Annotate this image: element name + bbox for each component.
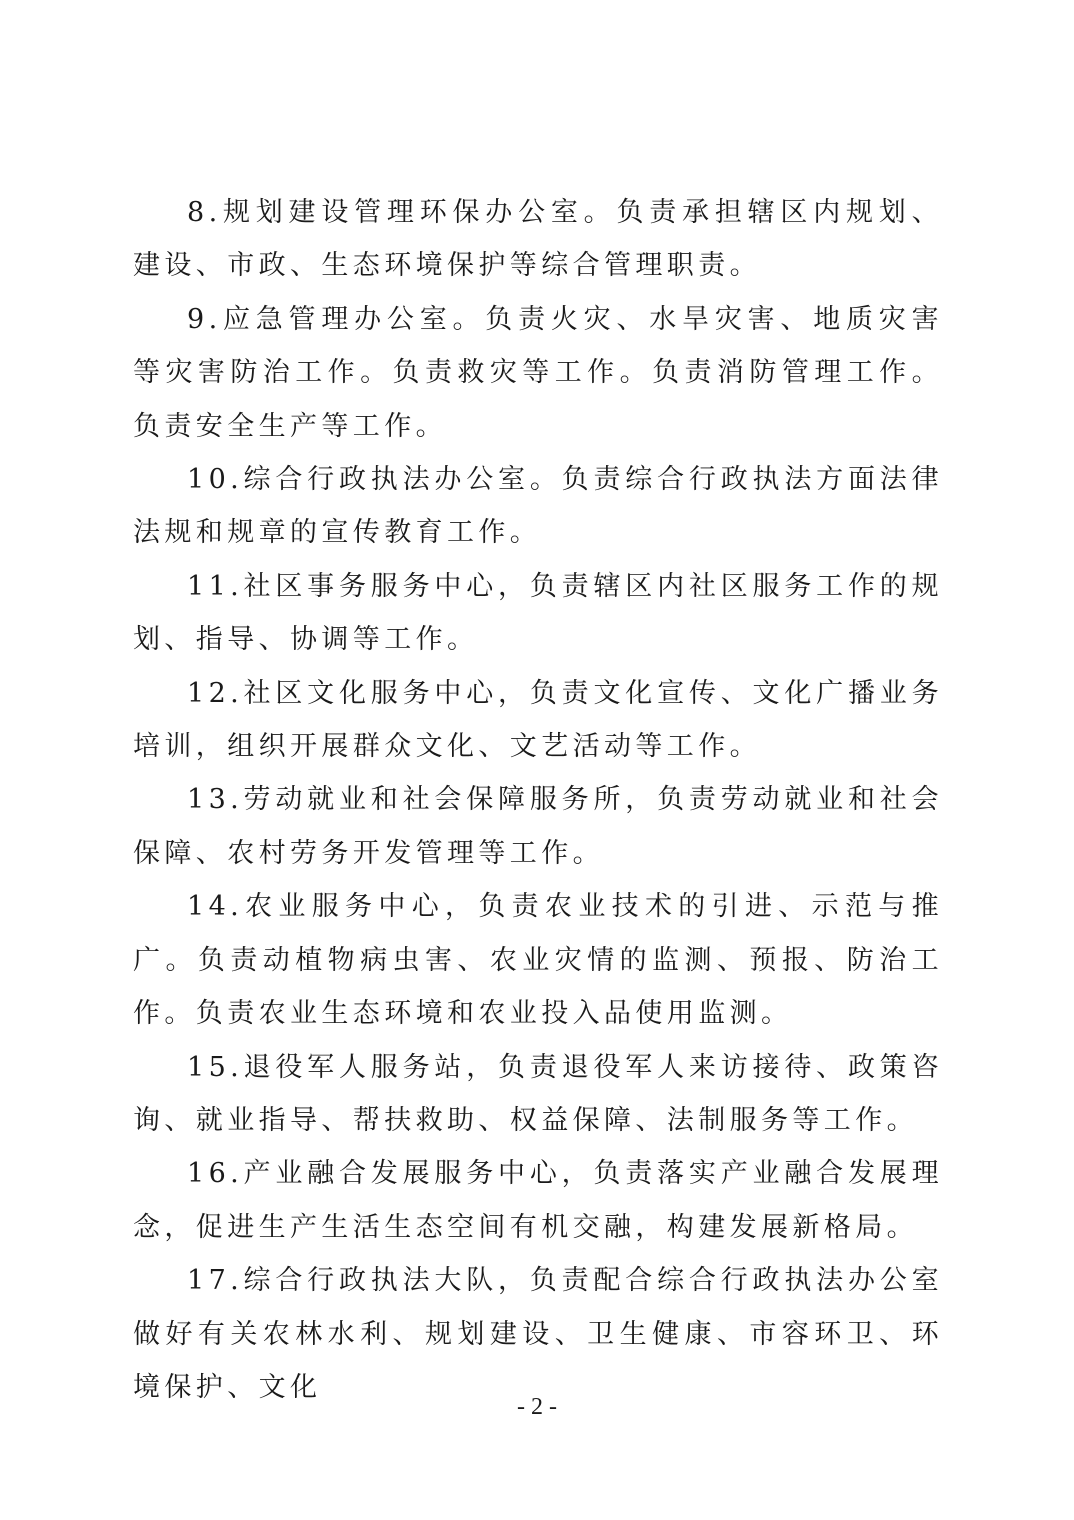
paragraph-item-11: 11.社区事务服务中心，负责辖区内社区服务工作的规划、指导、协调等工作。 xyxy=(133,570,943,656)
paragraph-item-10: 10.综合行政执法办公室。负责综合行政执法方面法律法规和规章的宣传教育工作。 xyxy=(133,464,943,549)
paragraph-item-15: 15.退役军人服务站，负责退役军人来访接待、政策咨询、就业指导、帮扶救助、权益保障、法制服务等工作。 xyxy=(133,1051,943,1136)
paragraph-item-16: 16.产业融合发展服务中心，负责落实产业融合发展理念，促进生产生活生态空间有机交融，构建发展新格局。 xyxy=(133,1158,943,1243)
paragraph-item-8: 8.规划建设管理环保办公室。负责承担辖区内规划、建设、市政、生态环境保护等综合管理职责。 xyxy=(133,197,943,282)
page-number: - 2 - xyxy=(517,1394,557,1420)
paragraph-item-14: 14.农业服务中心，负责农业技术的引进、示范与推广。负责动植物病虫害、农业灾情的监测、预报、防治工作。负责农业生态环境和农业投入品使用监测。 xyxy=(133,891,943,1030)
body-text xyxy=(133,186,943,1414)
paragraph-item-17: 17.综合行政执法大队，负责配合综合行政执法办公室做好有关农林水利、规划建设、卫生健康、市容环卫、环境保护、文化 xyxy=(133,1265,943,1403)
paragraph-item-9: 9.应急管理办公室。负责火灾、水旱灾害、地质灾害等灾害防治工作。负责救灾等工作。负责消防管理工作。负责安全生产等工作。 xyxy=(133,303,943,442)
paragraph-item-13: 13.劳动就业和社会保障服务所，负责劳动就业和社会保障、农村劳务开发管理等工作。 xyxy=(133,784,943,869)
paragraph-item-12: 12.社区文化服务中心，负责文化宣传、文化广播业务培训，组织开展群众文化、文艺活动等工作。 xyxy=(133,677,943,763)
